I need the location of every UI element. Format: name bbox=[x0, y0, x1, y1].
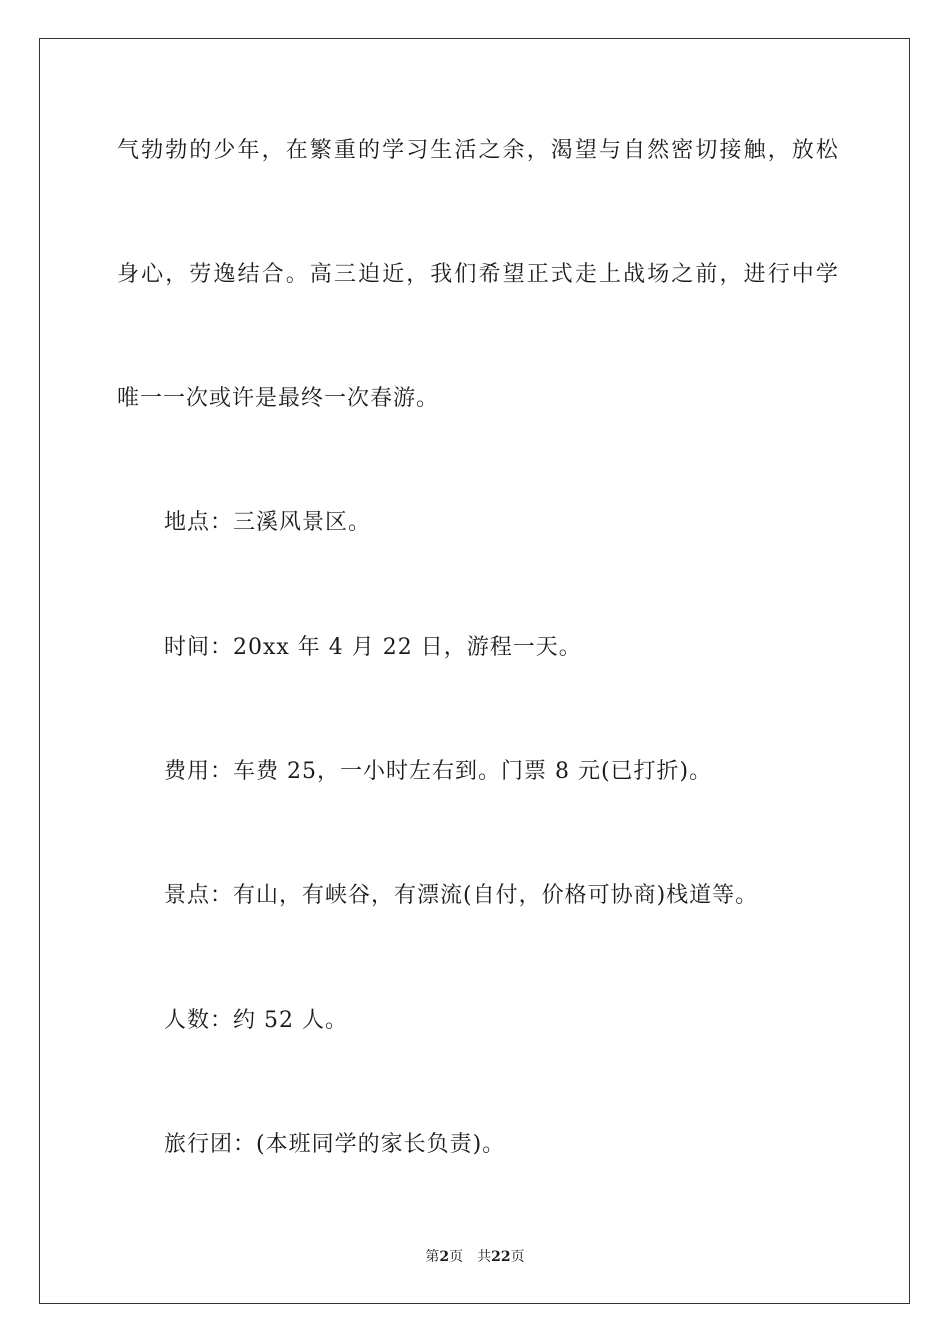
total-prefix: 共 bbox=[477, 1249, 492, 1265]
body-text-line: 身心，劳逸结合。高三迫近，我们希望正式走上战场之前，进行中学 bbox=[117, 262, 841, 287]
page-number: 2 bbox=[439, 1249, 450, 1265]
info-item-headcount: 人数：约 52 人。 bbox=[164, 1008, 348, 1033]
body-text-line: 唯一一次或许是最终一次春游。 bbox=[117, 386, 440, 411]
info-item-cost: 费用：车费 25，一小时左右到。门票 8 元(已打折)。 bbox=[164, 759, 713, 784]
info-item-time: 时间：20xx 年 4 月 22 日，游程一天。 bbox=[164, 635, 582, 660]
info-item-location: 地点：三溪风景区。 bbox=[164, 510, 372, 535]
total-pages: 22 bbox=[491, 1249, 511, 1265]
info-item-attractions: 景点：有山，有峡谷，有漂流(自付，价格可协商)栈道等。 bbox=[164, 883, 759, 908]
page-border bbox=[39, 38, 910, 1304]
page-prefix: 第 bbox=[425, 1249, 440, 1265]
page-suffix: 页 bbox=[449, 1249, 464, 1265]
info-item-tour-group: 旅行团：(本班同学的家长负责)。 bbox=[164, 1132, 506, 1157]
page-footer bbox=[0, 1248, 950, 1266]
body-text-line: 气勃勃的少年，在繁重的学习生活之余，渴望与自然密切接触，放松 bbox=[117, 138, 841, 163]
total-suffix: 页 bbox=[510, 1249, 525, 1265]
